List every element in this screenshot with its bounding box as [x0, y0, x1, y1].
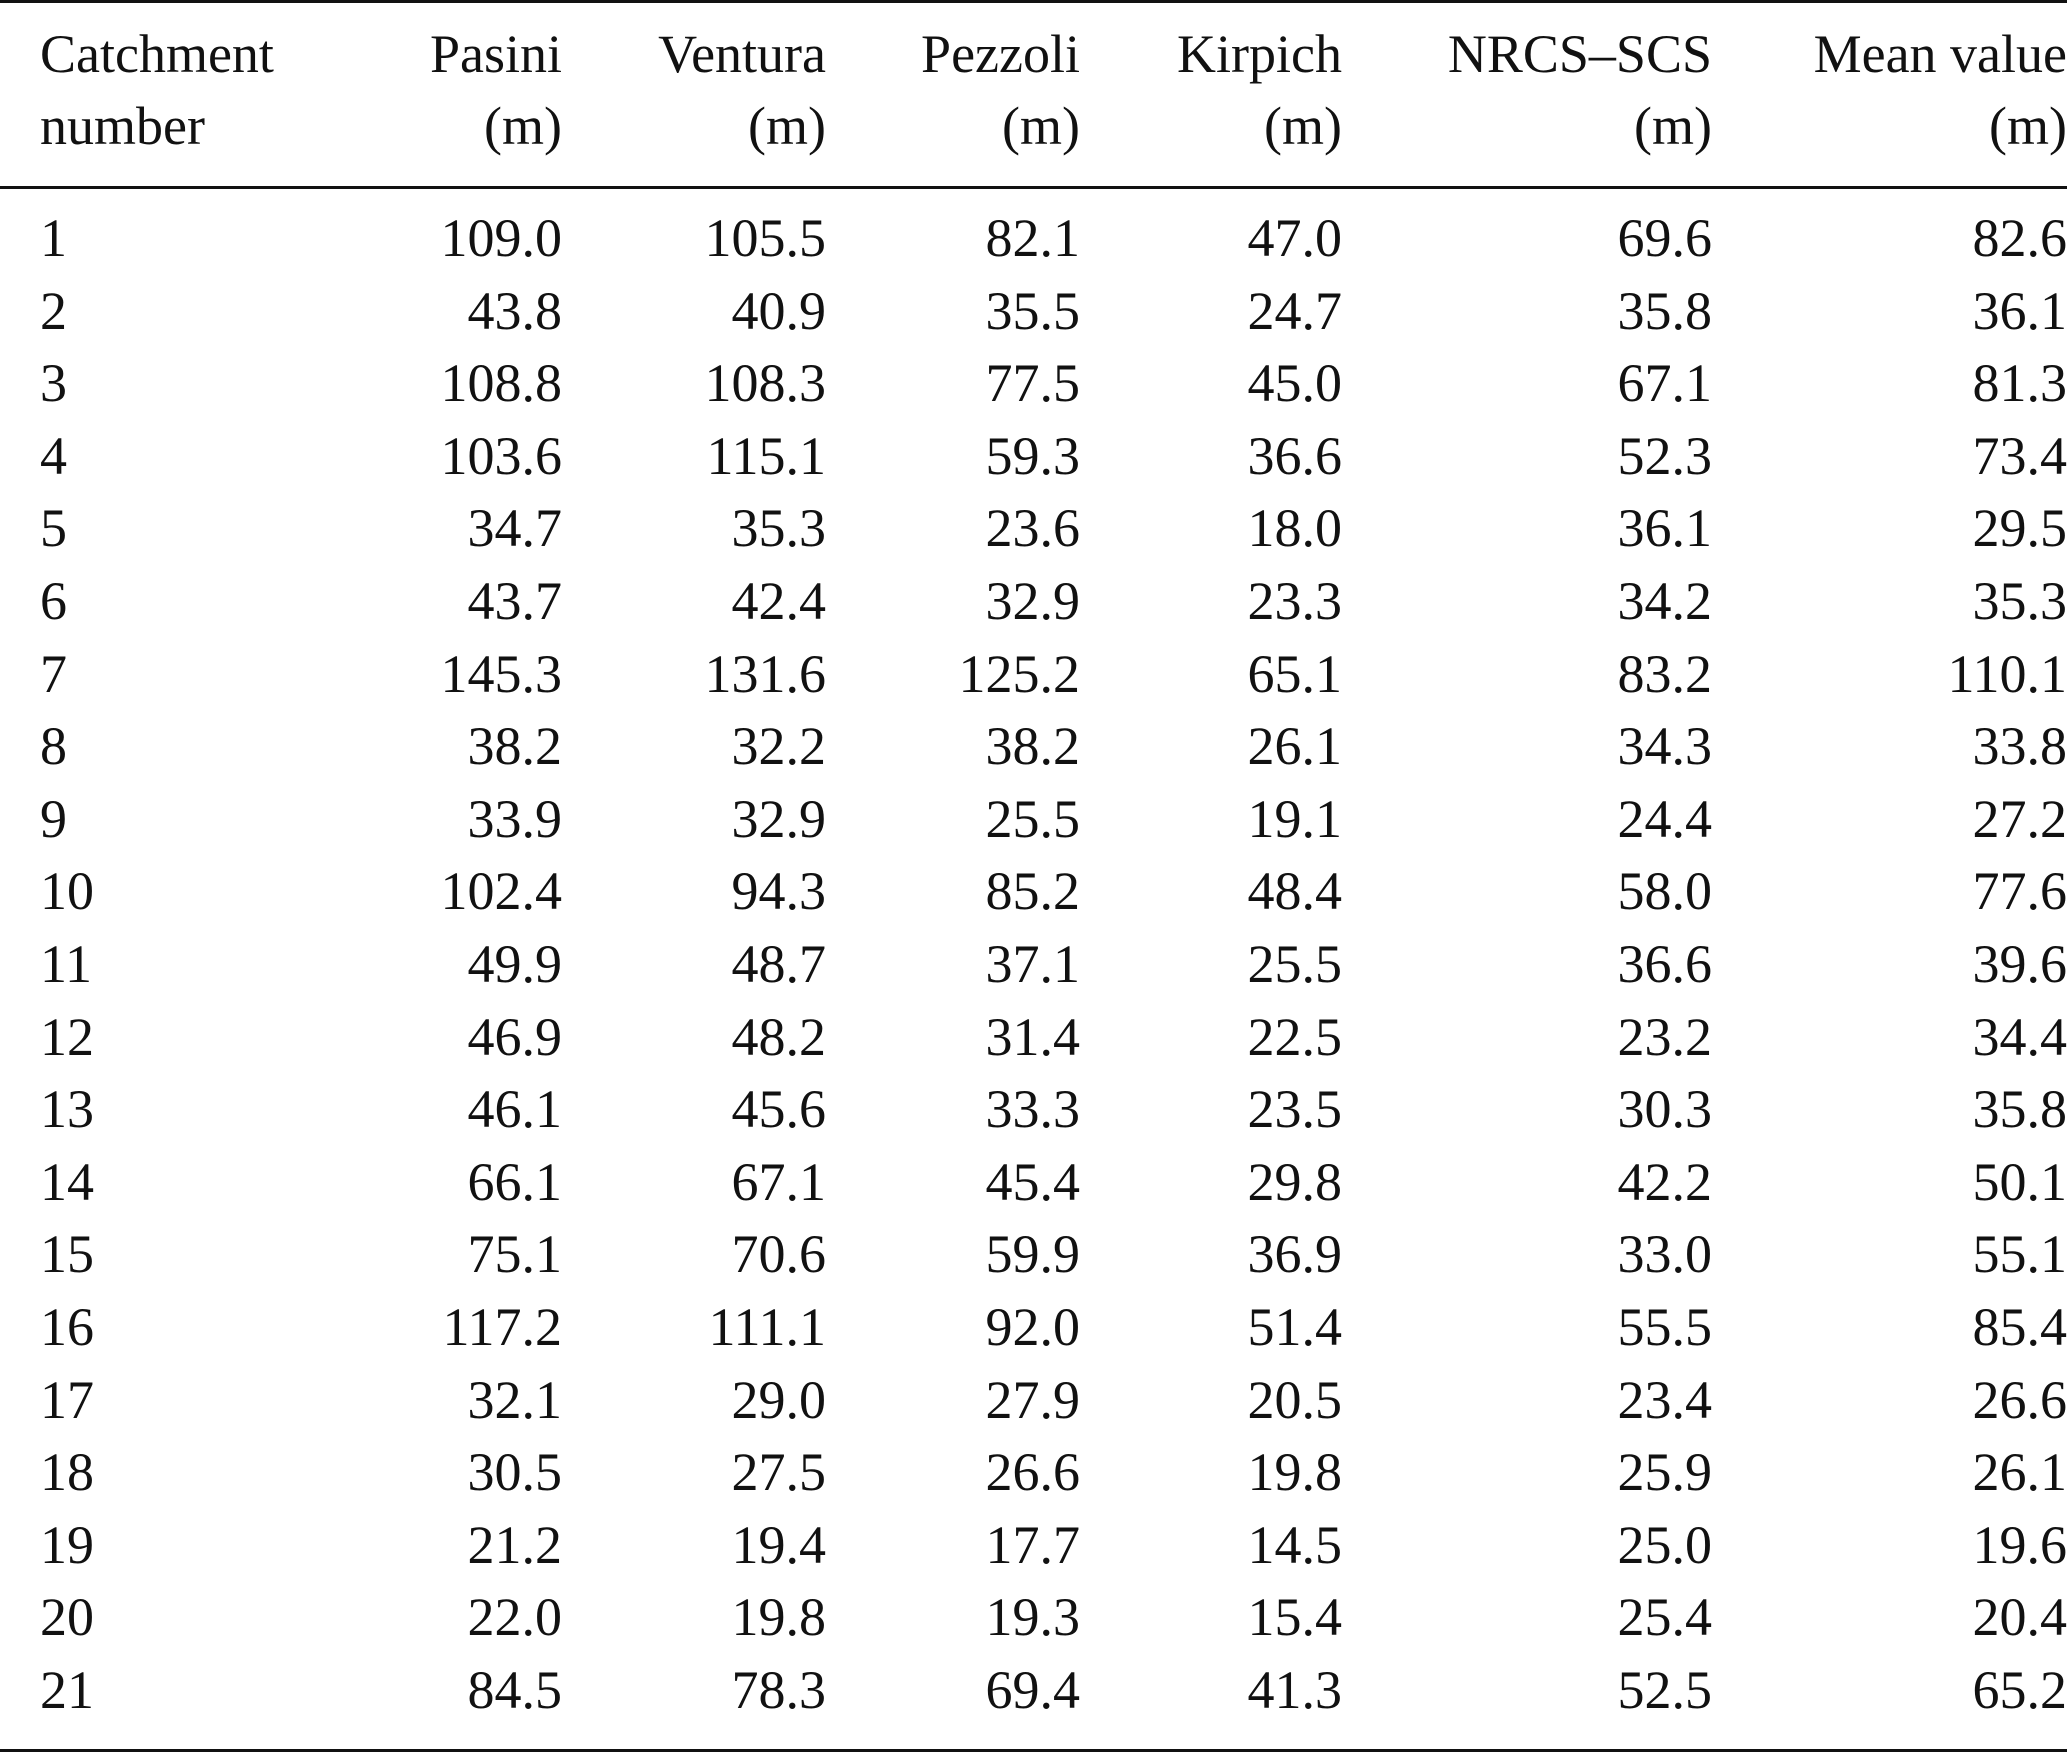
cell-nrcs-scs: 52.3 — [1617, 425, 1712, 486]
left-margin-cell — [0, 1364, 40, 1437]
cell-mean-value: 77.6 — [1972, 861, 2067, 922]
column-header-nrcs-scs: NRCS–SCS (m) — [1447, 24, 1712, 156]
cell-nrcs-scs: 36.1 — [1617, 498, 1712, 559]
cell-mean-value: 19.6 — [1972, 1514, 2067, 1575]
cell-pezzoli: 23.6 — [985, 498, 1080, 559]
cell-kirpich: 19.1 — [1247, 788, 1342, 849]
cell-nrcs-scs: 25.9 — [1617, 1442, 1712, 1503]
cell-pezzoli: 17.7 — [985, 1514, 1080, 1575]
column-header-pezzoli: Pezzoli (m) — [921, 24, 1080, 156]
cell-catchment-number: 20 — [40, 1587, 94, 1648]
cell-nrcs-scs: 58.0 — [1617, 861, 1712, 922]
table-row — [0, 928, 2067, 1001]
cell-catchment-number: 3 — [40, 353, 67, 414]
cell-pasini: 117.2 — [442, 1296, 562, 1357]
cell-kirpich: 23.5 — [1247, 1079, 1342, 1140]
cell-pasini: 21.2 — [467, 1514, 562, 1575]
cell-nrcs-scs: 52.5 — [1617, 1659, 1712, 1720]
cell-kirpich: 65.1 — [1247, 643, 1342, 704]
table-row — [0, 420, 2067, 493]
cell-mean-value: 55.1 — [1972, 1224, 2067, 1285]
cell-ventura: 42.4 — [731, 570, 826, 631]
cell-pasini: 145.3 — [440, 643, 562, 704]
cell-pasini: 46.1 — [467, 1079, 562, 1140]
cell-ventura: 45.6 — [731, 1079, 826, 1140]
cell-ventura: 48.2 — [731, 1006, 826, 1067]
cell-nrcs-scs: 83.2 — [1617, 643, 1712, 704]
cell-mean-value: 81.3 — [1972, 353, 2067, 414]
column-header-pasini: Pasini (m) — [429, 24, 562, 156]
cell-pasini: 43.8 — [467, 280, 562, 341]
header-spacer — [0, 168, 2067, 202]
table-row — [0, 565, 2067, 638]
cell-nrcs-scs: 55.5 — [1617, 1296, 1712, 1357]
cell-catchment-number: 7 — [40, 643, 67, 704]
left-margin-cell — [0, 1654, 40, 1727]
left-margin-cell — [0, 928, 40, 1001]
cell-pezzoli: 38.2 — [985, 716, 1080, 777]
cell-kirpich: 41.3 — [1247, 1659, 1342, 1720]
cell-catchment-number: 1 — [40, 208, 67, 268]
left-margin-cell — [0, 1001, 40, 1074]
cell-mean-value: 20.4 — [1972, 1587, 2067, 1648]
cell-mean-value: 73.4 — [1972, 425, 2067, 486]
cell-pezzoli: 82.1 — [985, 208, 1080, 268]
cell-catchment-number: 13 — [40, 1079, 94, 1140]
cell-kirpich: 24.7 — [1247, 280, 1342, 341]
cell-pezzoli: 32.9 — [985, 570, 1080, 631]
column-header-kirpich: Kirpich (m) — [1177, 24, 1342, 156]
cell-ventura: 19.4 — [731, 1514, 826, 1575]
table-row — [0, 1146, 2067, 1219]
left-margin-cell — [0, 638, 40, 711]
cell-nrcs-scs: 23.4 — [1617, 1369, 1712, 1430]
left-margin-cell — [0, 1073, 40, 1146]
cell-ventura: 131.6 — [704, 643, 826, 704]
cell-kirpich: 23.3 — [1247, 570, 1342, 631]
cell-pezzoli: 27.9 — [985, 1369, 1080, 1430]
cell-pezzoli: 37.1 — [985, 933, 1080, 994]
cell-pezzoli: 125.2 — [958, 643, 1080, 704]
cell-catchment-number: 19 — [40, 1514, 94, 1575]
column-header-catchment: Catchment number — [40, 24, 274, 156]
cell-catchment-number: 9 — [40, 788, 67, 849]
table-body — [0, 168, 2067, 1726]
cell-catchment-number: 6 — [40, 570, 67, 631]
cell-pezzoli: 59.3 — [985, 425, 1080, 486]
cell-kirpich: 45.0 — [1247, 353, 1342, 414]
cell-kirpich: 36.6 — [1247, 425, 1342, 486]
cell-pasini: 34.7 — [467, 498, 562, 559]
cell-catchment-number: 18 — [40, 1442, 94, 1503]
cell-kirpich: 26.1 — [1247, 716, 1342, 777]
cell-pezzoli: 25.5 — [985, 788, 1080, 849]
cell-nrcs-scs: 34.3 — [1617, 716, 1712, 777]
cell-nrcs-scs: 25.0 — [1617, 1514, 1712, 1575]
cell-catchment-number: 17 — [40, 1369, 94, 1430]
cell-nrcs-scs: 35.8 — [1617, 280, 1712, 341]
cell-mean-value: 39.6 — [1972, 933, 2067, 994]
cell-nrcs-scs: 23.2 — [1617, 1006, 1712, 1067]
cell-ventura: 67.1 — [731, 1151, 826, 1212]
cell-pezzoli: 45.4 — [985, 1151, 1080, 1212]
cell-mean-value: 50.1 — [1972, 1151, 2067, 1212]
table-bottom-rule — [0, 1749, 2067, 1752]
cell-catchment-number: 5 — [40, 498, 67, 559]
cell-ventura: 32.9 — [731, 788, 826, 849]
cell-nrcs-scs: 36.6 — [1617, 933, 1712, 994]
cell-ventura: 78.3 — [731, 1659, 826, 1720]
cell-nrcs-scs: 69.6 — [1617, 208, 1712, 268]
cell-catchment-number: 15 — [40, 1224, 94, 1285]
cell-catchment-number: 21 — [40, 1659, 94, 1720]
left-margin-cell — [0, 783, 40, 856]
cell-catchment-number: 8 — [40, 716, 67, 777]
table-row — [0, 1436, 2067, 1509]
cell-nrcs-scs: 30.3 — [1617, 1079, 1712, 1140]
left-margin-cell — [0, 1436, 40, 1509]
cell-kirpich: 15.4 — [1247, 1587, 1342, 1648]
cell-ventura: 35.3 — [731, 498, 826, 559]
table-row — [0, 1218, 2067, 1291]
cell-pasini: 108.8 — [440, 353, 562, 414]
table-row — [0, 492, 2067, 565]
left-margin-cell — [0, 0, 40, 168]
cell-pasini: 46.9 — [467, 1006, 562, 1067]
table-row — [0, 1581, 2067, 1654]
cell-catchment-number: 10 — [40, 861, 94, 922]
table-header-row — [0, 0, 2067, 168]
left-margin-cell — [0, 275, 40, 348]
cell-pezzoli: 85.2 — [985, 861, 1080, 922]
table-row — [0, 638, 2067, 711]
cell-kirpich: 25.5 — [1247, 933, 1342, 994]
cell-catchment-number: 16 — [40, 1296, 94, 1357]
cell-kirpich: 48.4 — [1247, 861, 1342, 922]
left-margin-cell — [0, 347, 40, 420]
cell-pezzoli: 77.5 — [985, 353, 1080, 414]
cell-mean-value: 27.2 — [1972, 788, 2067, 849]
cell-catchment-number: 11 — [40, 933, 92, 994]
cell-pezzoli: 31.4 — [985, 1006, 1080, 1067]
cell-pezzoli: 26.6 — [985, 1442, 1080, 1503]
cell-kirpich: 18.0 — [1247, 498, 1342, 559]
table-row — [0, 783, 2067, 856]
cell-nrcs-scs: 42.2 — [1617, 1151, 1712, 1212]
cell-ventura: 94.3 — [731, 861, 826, 922]
cell-pezzoli: 35.5 — [985, 280, 1080, 341]
cell-ventura: 105.5 — [704, 208, 826, 268]
cell-mean-value: 82.6 — [1972, 208, 2067, 268]
left-margin-cell — [0, 1218, 40, 1291]
cell-pasini: 66.1 — [467, 1151, 562, 1212]
cell-pezzoli: 59.9 — [985, 1224, 1080, 1285]
cell-mean-value: 34.4 — [1972, 1006, 2067, 1067]
column-header-ventura: Ventura (m) — [658, 24, 826, 156]
left-margin-cell — [0, 565, 40, 638]
cell-pasini: 75.1 — [467, 1224, 562, 1285]
cell-ventura: 48.7 — [731, 933, 826, 994]
left-margin-cell — [0, 1509, 40, 1582]
cell-mean-value: 33.8 — [1972, 716, 2067, 777]
cell-kirpich: 47.0 — [1247, 208, 1342, 268]
cell-nrcs-scs: 24.4 — [1617, 788, 1712, 849]
left-margin-cell — [0, 1581, 40, 1654]
cell-pasini: 22.0 — [467, 1587, 562, 1648]
cell-pasini: 38.2 — [467, 716, 562, 777]
cell-mean-value: 110.1 — [1947, 643, 2067, 704]
cell-ventura: 70.6 — [731, 1224, 826, 1285]
cell-catchment-number: 4 — [40, 425, 67, 486]
cell-kirpich: 36.9 — [1247, 1224, 1342, 1285]
cell-nrcs-scs: 25.4 — [1617, 1587, 1712, 1648]
cell-pasini: 103.6 — [440, 425, 562, 486]
cell-ventura: 108.3 — [704, 353, 826, 414]
table-row — [0, 1291, 2067, 1364]
cell-kirpich: 51.4 — [1247, 1296, 1342, 1357]
table-row — [0, 1073, 2067, 1146]
table-row — [0, 1654, 2067, 1727]
left-margin-cell — [0, 710, 40, 783]
cell-mean-value: 26.6 — [1972, 1369, 2067, 1430]
cell-catchment-number: 2 — [40, 280, 67, 341]
left-margin-cell — [0, 1291, 40, 1364]
cell-nrcs-scs: 34.2 — [1617, 570, 1712, 631]
table-row — [0, 275, 2067, 348]
cell-mean-value: 29.5 — [1972, 498, 2067, 559]
left-margin-cell — [0, 492, 40, 565]
cell-kirpich: 29.8 — [1247, 1151, 1342, 1212]
cell-pasini: 84.5 — [467, 1659, 562, 1720]
table-row — [0, 347, 2067, 420]
cell-pasini: 43.7 — [467, 570, 562, 631]
left-margin-cell — [0, 420, 40, 493]
table-row — [0, 855, 2067, 928]
cell-mean-value: 35.8 — [1972, 1079, 2067, 1140]
cell-pasini: 109.0 — [440, 208, 562, 268]
cell-nrcs-scs: 33.0 — [1617, 1224, 1712, 1285]
cell-pezzoli: 19.3 — [985, 1587, 1080, 1648]
cell-catchment-number: 12 — [40, 1006, 94, 1067]
cell-ventura: 40.9 — [731, 280, 826, 341]
cell-kirpich: 20.5 — [1247, 1369, 1342, 1430]
cell-pezzoli: 69.4 — [985, 1659, 1080, 1720]
cell-kirpich: 19.8 — [1247, 1442, 1342, 1503]
cell-pasini: 49.9 — [467, 933, 562, 994]
cell-kirpich: 14.5 — [1247, 1514, 1342, 1575]
column-header-mean-value: Mean value (m) — [1813, 24, 2067, 156]
cell-ventura: 115.1 — [706, 425, 826, 486]
cell-catchment-number: 14 — [40, 1151, 94, 1212]
cell-nrcs-scs: 67.1 — [1617, 353, 1712, 414]
cell-pezzoli: 33.3 — [985, 1079, 1080, 1140]
cell-ventura: 27.5 — [731, 1442, 826, 1503]
left-margin-cell — [0, 202, 40, 275]
left-margin-cell — [0, 1146, 40, 1219]
table-row — [0, 1364, 2067, 1437]
cell-pasini: 32.1 — [467, 1369, 562, 1430]
cell-mean-value: 35.3 — [1972, 570, 2067, 631]
cell-mean-value: 65.2 — [1972, 1659, 2067, 1720]
cell-ventura: 32.2 — [731, 716, 826, 777]
table-row — [0, 202, 2067, 275]
cell-ventura: 29.0 — [731, 1369, 826, 1430]
cell-ventura: 111.1 — [708, 1296, 826, 1357]
cell-mean-value: 26.1 — [1972, 1442, 2067, 1503]
cell-kirpich: 22.5 — [1247, 1006, 1342, 1067]
table-row — [0, 1001, 2067, 1074]
cell-pasini: 30.5 — [467, 1442, 562, 1503]
table-row — [0, 1509, 2067, 1582]
cell-pasini: 102.4 — [440, 861, 562, 922]
cell-pezzoli: 92.0 — [985, 1296, 1080, 1357]
cell-mean-value: 36.1 — [1972, 280, 2067, 341]
table-row — [0, 710, 2067, 783]
cell-ventura: 19.8 — [731, 1587, 826, 1648]
left-margin-cell — [0, 855, 40, 928]
cell-pasini: 33.9 — [467, 788, 562, 849]
cell-mean-value: 85.4 — [1972, 1296, 2067, 1357]
